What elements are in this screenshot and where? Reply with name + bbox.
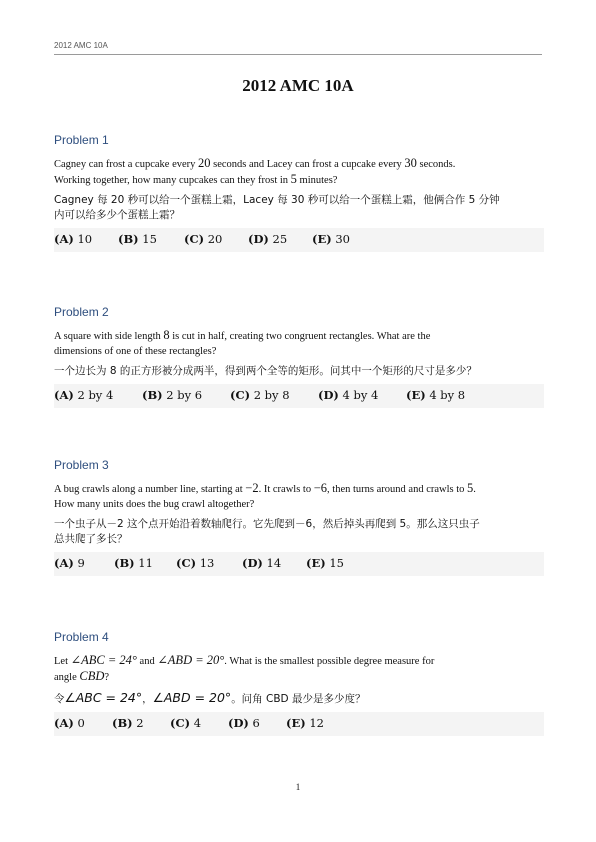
text-segment: Cagney 每 20 秒可以给一个蛋糕上霜，Lacey 每 30 秒可以给一个蛋糕上霜，他俩合作 5 分钟 [54,194,500,206]
choice-value: 15 [329,556,344,570]
text-segment: A bug crawls along a number line, starting at [54,484,246,495]
choice-label: (C) [184,232,205,246]
math-expression: ∠ABC = 24° [64,690,143,705]
math-expression: 8 [163,328,170,342]
choice-value: 25 [272,232,288,246]
choice-label: (E) [312,232,332,246]
text-segment: Cagney can frost a cupcake every [54,159,199,170]
problem-heading: Problem 1 [54,133,109,147]
math-expression: 20 [198,156,211,170]
problem-text-english [54,328,544,359]
choice-e [406,388,465,402]
choice-b [118,232,157,246]
choice-value: 6 [252,716,260,730]
math-expression: ∠ABD = 20° [152,690,232,705]
problem-heading: Problem 3 [54,458,109,472]
text-segment: 内可以给多少个蛋糕上霜？ [54,209,180,221]
text-segment: Working together, how many cupcakes can they frost in [54,175,291,186]
answer-choices [54,552,544,576]
text-segment: and [136,656,158,667]
text-segment: A square with side length [54,331,164,342]
math-expression: CBD [79,669,105,683]
answer-choices [54,384,544,408]
text-segment: , then turns around and crawls to [327,484,468,495]
choice-d [248,232,287,246]
choice-value: 9 [77,556,85,570]
choice-c [184,232,222,246]
choice-d [242,556,281,570]
text-segment: angle [54,672,80,683]
math-expression: ∠ABC = 24° [70,653,137,667]
problem-text-chinese [54,690,544,707]
choice-label: (B) [114,556,135,570]
problem-text-english [54,481,544,512]
choice-a [54,556,85,570]
choice-value: 0 [77,716,85,730]
problem-2 [54,305,544,408]
text-segment: 。问角 CBD 最少是多少度？ [231,693,366,705]
choice-b [112,716,144,730]
text-segment: . [473,484,476,495]
choice-label: (C) [170,716,191,730]
text-segment: ? [104,672,110,683]
choice-label: (E) [286,716,306,730]
choice-b [114,556,153,570]
problem-heading: Problem 4 [54,630,109,644]
text-segment: dimensions of one of these rectangles? [54,346,217,357]
choice-label: (C) [230,388,251,402]
choice-label: (A) [54,232,74,246]
choice-label: (A) [54,556,74,570]
choice-label: (A) [54,388,74,402]
choice-e [306,556,344,570]
choice-value: 15 [142,232,157,246]
running-header: 2012 AMC 10A [54,41,108,50]
text-segment: seconds and Lacey can frost a cupcake every [210,159,405,170]
choice-value: 11 [138,556,153,570]
problem-text-english [54,653,544,685]
choice-label: (B) [112,716,133,730]
choice-value: 2 [136,716,144,730]
choice-a [54,232,92,246]
math-expression: 5 [467,481,474,495]
math-expression: −6 [313,481,328,495]
choice-value: 2 by 4 [77,388,114,402]
math-expression: ∠ABD = 20° [157,653,225,667]
math-expression: −2 [245,481,259,495]
choice-value: 10 [77,232,93,246]
choice-value: 20 [207,232,223,246]
choice-label: (B) [142,388,163,402]
math-expression: 5 [290,172,297,186]
choice-value: 4 by 4 [342,388,379,402]
problem-text-chinese [54,364,544,379]
choice-c [176,556,214,570]
problem-4 [54,630,544,736]
choice-a [54,716,85,730]
choice-c [170,716,201,730]
problem-1 [54,133,544,252]
problem-3 [54,458,544,576]
text-segment: . It crawls to [258,484,314,495]
choice-d [228,716,260,730]
choice-label: (D) [242,556,263,570]
choice-d [318,388,378,402]
choice-value: 14 [266,556,282,570]
text-segment: seconds. [416,159,456,170]
choice-e [286,716,324,730]
text-segment: 一个边长为 8 的正方形被分成两半，得到两个全等的矩形。问其中一个矩形的尺寸是多少？ [54,365,477,377]
choice-label: (D) [248,232,269,246]
problem-text-chinese [54,193,544,223]
problem-text-english [54,156,544,188]
text-segment: is cut in half, creating two congruent rectangles. What are the [169,331,431,342]
choice-e [312,232,350,246]
text-segment: . What is the smallest possible degree measure for [224,656,435,667]
header-rule [54,54,542,55]
choice-value: 30 [335,232,350,246]
answer-choices [54,228,544,252]
choice-label: (E) [406,388,426,402]
choice-value: 13 [199,556,215,570]
document-title: 2012 AMC 10A [242,76,354,95]
choice-label: (D) [318,388,339,402]
text-segment: ， [142,693,153,705]
math-expression: 30 [404,156,417,170]
choice-value: 2 by 8 [253,388,290,402]
text-segment: 一个虫子从－2 这个点开始沿着数轴爬行。它先爬到－6，然后掉头再爬到 5。那么这只虫子 [54,518,480,530]
page-number: 1 [295,782,301,792]
choice-label: (A) [54,716,74,730]
choice-value: 2 by 6 [166,388,203,402]
text-segment: Let [54,656,71,667]
choice-a [54,388,113,402]
choice-label: (B) [118,232,139,246]
problem-heading: Problem 2 [54,305,109,319]
text-segment: 令 [54,693,65,705]
choice-label: (D) [228,716,249,730]
answer-choices [54,712,544,736]
choice-label: (C) [176,556,197,570]
choice-value: 4 [193,716,202,730]
text-segment: 总共爬了多长？ [54,533,128,545]
problem-text-chinese [54,517,544,547]
choice-b [142,388,202,402]
choice-value: 4 by 8 [429,388,466,402]
text-segment: How many units does the bug crawl altogether? [54,499,255,510]
text-segment: minutes? [296,175,338,186]
choice-c [230,388,290,402]
choice-value: 12 [309,716,324,730]
choice-label: (E) [306,556,326,570]
